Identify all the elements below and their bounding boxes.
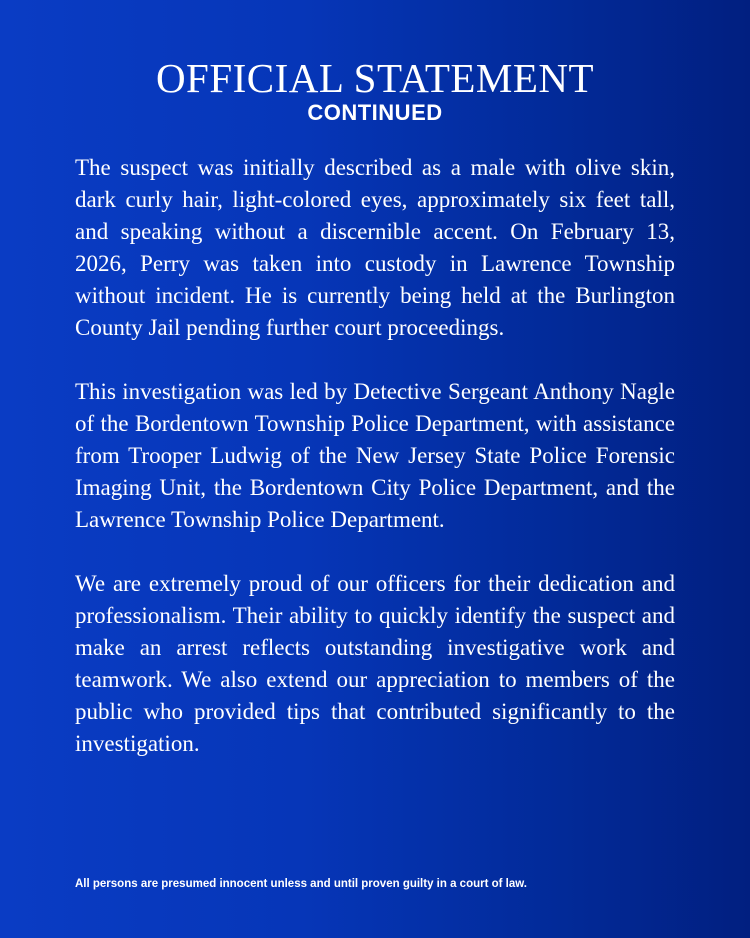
statement-paragraph-3: We are extremely proud of our officers for their dedication and professionalism. Their ability to quickly identify the suspect and make an arrest reflects outstanding investigative work and teamwork. We also extend our appreciation to members of the public who provided tips that contributed significantly to the investigation. [75, 571, 675, 756]
statement-title: OFFICIAL STATEMENT [155, 55, 595, 101]
statement-body [75, 152, 675, 792]
legal-disclaimer: All persons are presumed innocent unless and until proven guilty in a court of law. [75, 878, 527, 890]
statement-subtitle: CONTINUED [307, 100, 443, 125]
statement-paragraph-1: The suspect was initially described as a male with olive skin, dark curly hair, light-colored eyes, approximately six feet tall, and speaking without a discernible accent. On February 13, 2026, Perry was taken into custody in Lawrence Township without incident. He is currently being held at the Burlington County Jail pending further court proceedings. [75, 155, 675, 340]
statement-paragraph-2: This investigation was led by Detective Sergeant Anthony Nagle of the Bordentown Township Police Department, with assistance from Trooper Ludwig of the New Jersey State Police Forensic Imaging Unit, the Bordentown City Police Department, and the Lawrence Township Police Department. [75, 379, 675, 532]
